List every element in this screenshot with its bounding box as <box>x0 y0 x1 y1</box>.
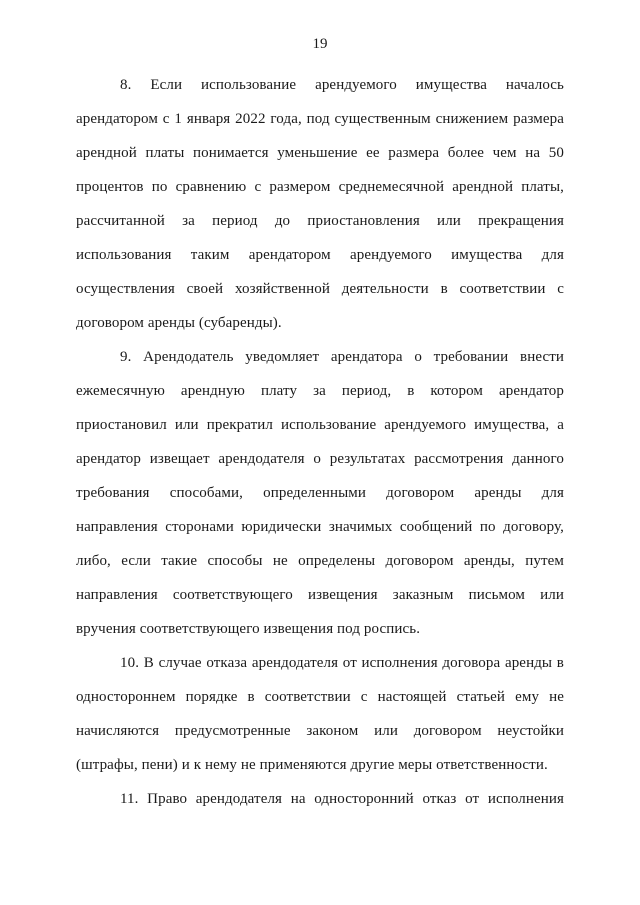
paragraph-10: 10. В случае отказа арендодателя от исполнения договора аренды в одностороннем порядке в соответствии с настоящей статьей ему не начисляются предусмотренные законом или договором неустойки (штрафы, пени) и к нему не применяются другие меры ответственности. <box>76 655 564 773</box>
document-body <box>76 68 564 816</box>
paragraph-11: 11. Право арендодателя на односторонний отказ от исполнения <box>120 791 564 807</box>
page-number: 19 <box>312 36 328 52</box>
paragraph-8: 8. Если использование арендуемого имущества началось арендатором с 1 января 2022 года, под существенным снижением размера арендной платы понимается уменьшение ее размера более чем на 50 процентов по сравнению с размером среднемесячной арендной платы, рассчитанной за период до приостановления или прекращения использования таким арендатором арендуемого имущества для осуществления своей хозяйственной деятельности в соответствии с договором аренды (субаренды). <box>76 77 564 331</box>
paragraph-9: 9. Арендодатель уведомляет арендатора о требовании внести ежемесячную арендную плату за период, в котором арендатор приостановил или прекратил использование арендуемого имущества, а арендатор извещает арендодателя о результатах рассмотрения данного требования способами, определенными договором аренды для направления сторонами юридически значимых сообщений по договору, либо, если такие способы не определены договором аренды, путем направления соответствующего извещения заказным письмом или вручения соответствующего извещения под роспись. <box>76 349 564 637</box>
